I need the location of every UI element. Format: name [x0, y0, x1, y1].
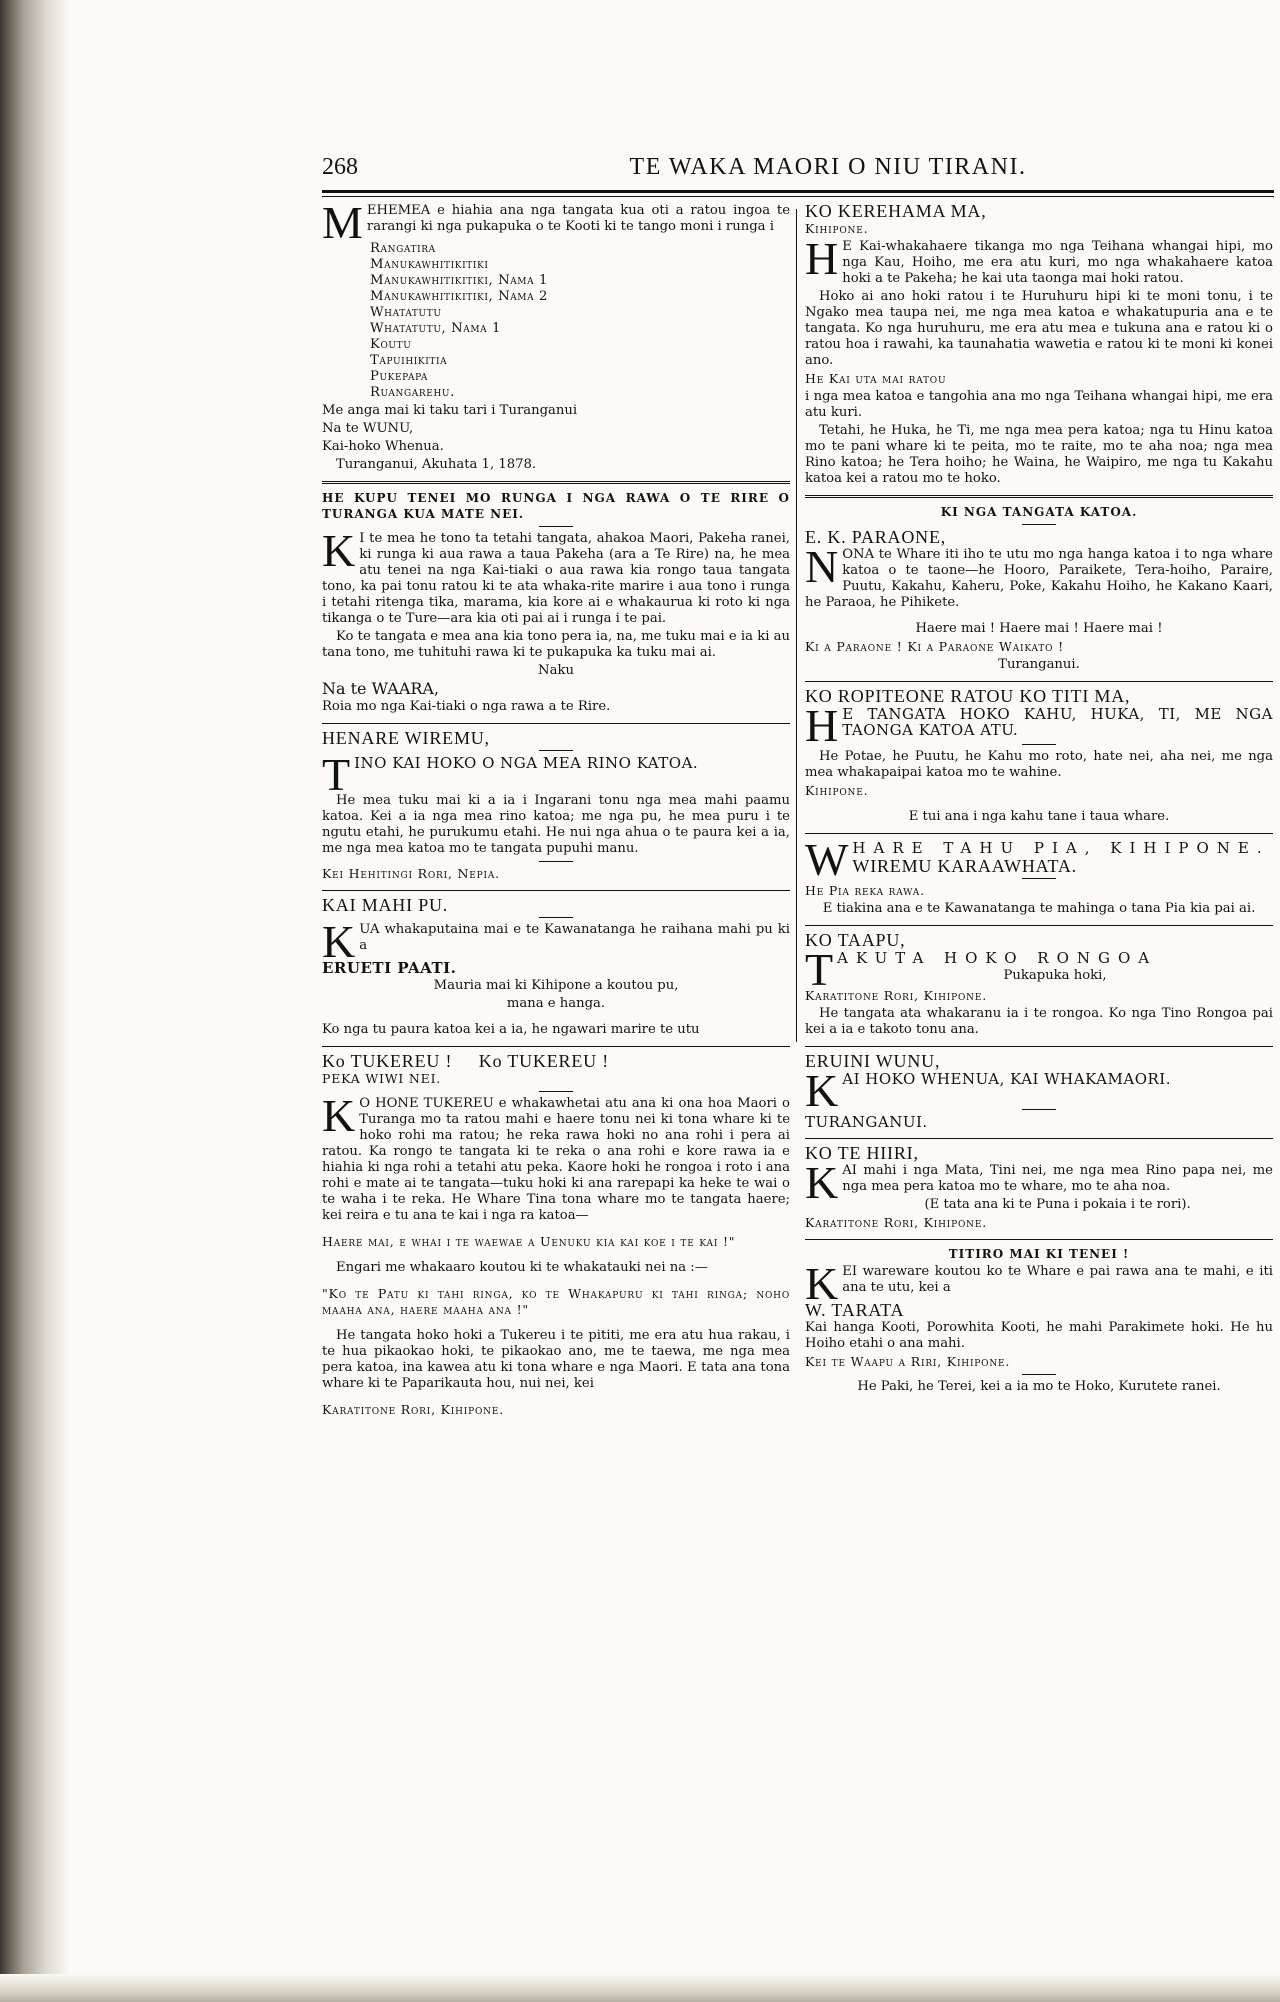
section-rule [322, 481, 790, 484]
block-name: Tapuihikitia [370, 353, 448, 368]
block-name: Manukawhitikitiki, Nama 1 [370, 273, 549, 288]
ad-place: Kihipone. [805, 221, 869, 236]
ad-heading: KO TAAPU, [805, 930, 906, 950]
ad-tukereu [322, 1053, 790, 1418]
right-column [797, 203, 1273, 1422]
naku: Naku [538, 663, 574, 678]
dropcap: K [805, 1065, 839, 1116]
short-rule [1022, 744, 1056, 745]
dropcap: H [805, 233, 839, 284]
short-rule [1022, 524, 1056, 525]
short-rule [539, 526, 573, 527]
scan-bottom-edge [0, 1974, 1280, 2002]
block-name: Koutu [370, 337, 412, 352]
section-rule [805, 1239, 1273, 1240]
block-name: Ruangarehu. [370, 385, 455, 400]
ad-quote: "Ko te Patu ki tahi ringa, ko te Whakapuru ki tahi ringa; noho maaha ana, haere maaha ana !" [322, 1286, 790, 1317]
ad-heading-part: Ko TUKEREU ! [322, 1051, 453, 1071]
ad-henare [322, 730, 790, 882]
dropcap: K [805, 1157, 839, 1208]
ad-paraone [805, 504, 1273, 673]
block-name: Whatatutu [370, 305, 442, 320]
ad-place: Kei te Waapu a Riri, Kihipone. [805, 1354, 1011, 1369]
notice-paragraph: I te mea he tono ta tetahi tangata, ahakoa Maori, Pakeha ranei, ki runga ki aua rawa a taua Pakeha (ara a Te Rire) na, he mea atu tenei na nga Kai-tiaki o aua rawa kia rongo taua tangata tono, ka pai tonu ratou ki te ata whaka-rite marire i aua tono i runga i tetahi ritenga tika, marama, kia kore ai e whakauruа ki roto ki nga tikanga o te Ture—ara kia oti pai ai i runga i te pai. [322, 531, 790, 626]
ad-heading [322, 1053, 790, 1069]
ad-paragraph: E tui ana i nga kahu tane i taua whare. [908, 809, 1170, 824]
ad-paragraph: He mea tuku mai ki a ia i Ingarani tonu nga mea mahi paamu katoa. Kei a ia nga mea rino katoa; me nga pu, he mea puru i te ngutu etahi, he purukumu etahi. He nui nga ahua o te paura kei a ia, me nga mea katoa mo te tangata pupuhi manu. [322, 793, 790, 856]
block-name: Whatatutu, Nama 1 [370, 321, 502, 336]
ad-paragraph: Ko nga tu paura katoa kei a ia, he ngawari marire te utu [322, 1022, 700, 1037]
ad-name: ERUETI PAATI. [322, 959, 457, 977]
ad-paragraph: UA whakaputaina mai e te Kawanatanga he raihana mahi pu ki a [359, 922, 790, 953]
ad-taapu [805, 932, 1273, 1038]
ad-eruini [805, 1053, 1273, 1130]
section-rule [805, 925, 1273, 926]
signature-title: Roia mo nga Kai-tiaki o nga rawa a te Rire. [322, 699, 611, 714]
signature: Na te WAARA, [322, 679, 440, 698]
ad-subheading: PEKA WIWI NEI. [322, 1071, 442, 1086]
head-rule-thick [322, 190, 1274, 193]
section-rule [805, 681, 1273, 682]
ad-paragraph: E tiakina ana e te Kawanatanga te mahinga o tana Pia kia pai ai. [822, 901, 1256, 916]
ad-paragraph: He Paki, he Terei, kei a ia mo te Hoko, Kurutete ranei. [857, 1379, 1221, 1394]
ad-subheading: He Pia reka rawa. [805, 883, 925, 898]
head-rule-thin [322, 196, 1274, 197]
block-name: Manukawhitikitiki, Nama 2 [370, 289, 549, 304]
block-list [370, 241, 790, 401]
signature: Na te WUNU, [322, 421, 414, 436]
notice-closing: Me anga mai ki taku tari i Turanganui [322, 403, 578, 418]
ad-kai-mahi-pu [322, 897, 790, 1038]
ad-subheading: E TANGATA HOKO KAHU, HUKA, TI, ME NGA TAONGA KATOA ATU. [842, 705, 1273, 739]
section-rule [805, 495, 1273, 498]
ad-place: Karatitone Rori, Kihipone. [805, 988, 987, 1003]
ad-subheading: AKUTA HOKO RONGOA [837, 949, 1158, 967]
left-column [322, 197, 796, 1422]
ad-paragraph: He Potae, he Puutu, he Kahu mo roto, hate nei, aha nei, me nga mea whakapaipai katoa mo te wahine. [805, 749, 1273, 780]
ad-line: Mauria mai ki Kihipone a koutou pu, [433, 978, 679, 993]
ad-line: Ki a Paraone ! Ki a Paraone Waikato ! [805, 639, 1064, 654]
section-rule [805, 1138, 1273, 1139]
ad-line: Pukapuka hoki, [1003, 968, 1107, 983]
dropcap: T [805, 944, 834, 995]
ad-paragraph: E Kai-whakahaere tikanga mo nga Teihana whangai hipi, mo nga Kau, Hoiho, me era atu kuri, mo nga whakahaere katoa hoki a te Pakeha; he kai uta taonga mai hoki ratou. [842, 239, 1273, 286]
ad-paragraph: O HONE TUKEREU e whakawhetai atu ana ki ona hoa Maori o Turanga mo ta ratou mahi e haere tonu nei ki tona whare ki te hoko rohi ma ratou; he reka rawa hoki no ana rohi i pera ai ratou. Ka rongo te tangata ki te reka o ana rohi e kore rawa ia e hiahia ki nga rohi a tetahi atu peka. Kaore hoki he rongoa i roto i ana rohi e mate ai te tangata—tuku hoki ki ana rarepapi ka heke te wai o te waha i te reka. He Whare Tina tona whare mo te tangata haere; kei reira e tu ana te kai i nga ra katoa— [322, 1096, 790, 1223]
ad-paragraph: He tangata ata whakaranu ia i te rongoa. Ko nga Tino Rongoa pai kei a ia e takoto tonu ana. [805, 1006, 1273, 1037]
ad-line: Haere mai ! Haere mai ! Haere mai ! [915, 621, 1163, 636]
section-rule [322, 890, 790, 891]
ad-heading-part: Ko TUKEREU ! [478, 1051, 610, 1071]
notice-mehemea [322, 197, 790, 473]
ad-tarata [805, 1246, 1273, 1395]
ad-kerehama [805, 203, 1273, 487]
page-number: 268 [322, 154, 358, 180]
dropcap: K [322, 916, 356, 967]
notice-paragraph: Ko te tangata e mea ana kia tono pera ia, na, me tuku mai e ia ki au tana tono, me tuhituhi rawa ki te pukapuka ka tuku mai ai. [322, 629, 790, 660]
block-name: Pukepapa [370, 369, 429, 384]
newspaper-page [322, 150, 1274, 1422]
ad-paragraph: AI mahi i nga Mata, Tini nei, me nga mea Rino papa nei, me nga mea pera katoa mo te whare, mo te aha noa. [842, 1163, 1273, 1194]
ad-address: Karatitone Rori, Kihipone. [322, 1402, 504, 1417]
ad-quote: Haere mai, e whai i te waewae a Uenuku kia kai koe i te kai !" [322, 1234, 736, 1249]
notice-date: Turanganui, Akuhata 1, 1878. [336, 457, 537, 472]
ad-hiiri [805, 1145, 1273, 1231]
short-rule [539, 917, 573, 918]
ad-subheading: AI HOKO WHENUA, KAI WHAKAMAORI. [842, 1070, 1171, 1088]
paper-title: TE WAKA MAORI O NIU TIRANI. [629, 154, 1027, 180]
dropcap: N [805, 541, 839, 592]
dropcap: T [322, 749, 351, 800]
ad-heading: KO ROPITEONE RATOU KO TITI MA, [805, 686, 1131, 706]
ad-whare-tahu-pia [805, 834, 1273, 917]
running-head [322, 150, 1274, 186]
ad-top-line: KI NGA TANGATA KATOA. [940, 505, 1138, 519]
ad-ropiteone [805, 688, 1273, 825]
section-rule [805, 1046, 1273, 1047]
ad-heading: E. K. PARAONE, [805, 527, 947, 547]
ad-heading: KO TE HIIRI, [805, 1143, 919, 1163]
dropcap: M [322, 197, 363, 248]
ad-paragraph: i nga mea katoa e tangohia ana mo nga Teihana whangai hipi, me era atu kuri. [805, 389, 1273, 420]
notice-kupu [322, 490, 790, 715]
ad-paragraph: EI wareware koutou ko te Whare e pai rawa ana te mahi, e iti ana te utu, kei a [842, 1264, 1273, 1295]
ad-heading: HENARE WIREMU, [322, 728, 490, 748]
block-name: Manukawhitikitiki [370, 257, 489, 272]
ad-subheading: He Kai uta mai ratou [805, 371, 947, 386]
ad-place: Karatitone Rori, Kihipone. [805, 1215, 987, 1230]
short-rule [1022, 1374, 1056, 1375]
ad-top-line: TITIRO MAI KI TENEI ! [948, 1247, 1130, 1261]
section-rule [322, 723, 790, 724]
block-name: Rangatira [370, 241, 436, 256]
ad-paragraph: He tangata hoko hoki a Tukereu i te pititi, me era atu hua rakau, i te hua pikaokao hoki, te pikaokao ano, me te taewa, me nga mea pera katoa, ina kawea atu ki tona whare e nga Maori. E tata ana tona whare ki te Paparikauta hou, nui nei, kei [322, 1328, 790, 1391]
ad-address: Kei Hehitingi Rori, Nepia. [322, 866, 500, 881]
ad-line: (E tata ana ki te Puna i pokaia i te rori). [924, 1197, 1191, 1212]
columns [322, 197, 1274, 1422]
ad-heading: HARE TAHU PIA, KIHIPONE. [852, 839, 1270, 857]
dropcap: W [805, 834, 849, 885]
ad-place: Turanganui. [998, 657, 1080, 672]
ad-heading: KAI MAHI PU. [322, 895, 449, 915]
section-rule [322, 1046, 790, 1047]
ad-paragraph: Hoko ai ano hoki ratou i te Huruhuru hipi ki te moni tonu, i te Ngako mea taupa nei, me nga mea katoa e whakatupuria ana e te tangata. Ko nga huruhuru, me era atu mea e tukuna ana e ratou ki o ratou hoa i rawahi, ka taunahatia wawetia e ratou ki te moni ki konei ano. [805, 289, 1273, 368]
ad-place: TURANGANUI. [805, 1113, 928, 1131]
notice-heading: HE KUPU TENEI MO RUNGA I NGA RAWA O TE RIRE O TURANGA KUA MATE NEI. [322, 491, 790, 521]
ad-paragraph: Engari me whakaaro koutou ki te whakatauki nei na :— [336, 1260, 708, 1275]
scan-left-edge [0, 0, 70, 2002]
ad-paragraph: Kai hanga Kooti, Porowhita Kooti, he mahi Parakimete hoki. He hu Hoiho etahi o ana mahi. [805, 1320, 1273, 1351]
ad-name: W. TARATA [805, 1300, 905, 1320]
ad-heading: ERUINI WUNU, [805, 1051, 941, 1071]
ad-paragraph: Tetahi, he Huka, he Ti, me nga mea pera katoa; nga tu Hinu katoa mo te pani whare ki te peita, mo te raite, mo te aha noa; nga mea Rino katoa; he Tera hoiho; he Waina, he Waipiro, me nga tu Kakahu katoa kei a ratou mo te hoko. [805, 423, 1273, 486]
dropcap: K [805, 1258, 839, 1309]
dropcap: K [322, 1090, 356, 1141]
dropcap: H [805, 700, 839, 751]
short-rule [1022, 1109, 1056, 1110]
short-rule [539, 1091, 573, 1092]
signature-title: Kai-hoko Whenua. [322, 439, 444, 454]
ad-line: mana e hanga. [506, 996, 606, 1011]
ad-name: WIREMU KARAAWHATA. [852, 856, 1077, 876]
notice-text: EHEMEA e hiahia ana nga tangata kua oti a ratou ingoa te rarangi ki nga pukapuka o te Kooti ki te tango moni i runga i [366, 203, 790, 234]
dropcap: K [322, 525, 356, 576]
ad-heading: KO KEREHAMA MA, [805, 201, 987, 221]
section-rule [805, 833, 1273, 834]
ad-subheading: INO KAI HOKO O NGA MEA RINO KATOA. [354, 754, 699, 772]
ad-paragraph: ONA te Whare iti iho te utu mo nga hanga katoa i to nga whare katoa o te taone—he Hooro, Paraikete, Tera-hoiho, Paraire, Puutu, Kakahu, Kaheru, Poke, Kakahu Hoiho, he Kakano Kaari, he Paraoa, he Pihikete. [805, 547, 1273, 610]
short-rule [1022, 878, 1056, 879]
short-rule [539, 750, 573, 751]
ad-place: Kihipone. [805, 783, 869, 798]
short-rule [539, 861, 573, 862]
